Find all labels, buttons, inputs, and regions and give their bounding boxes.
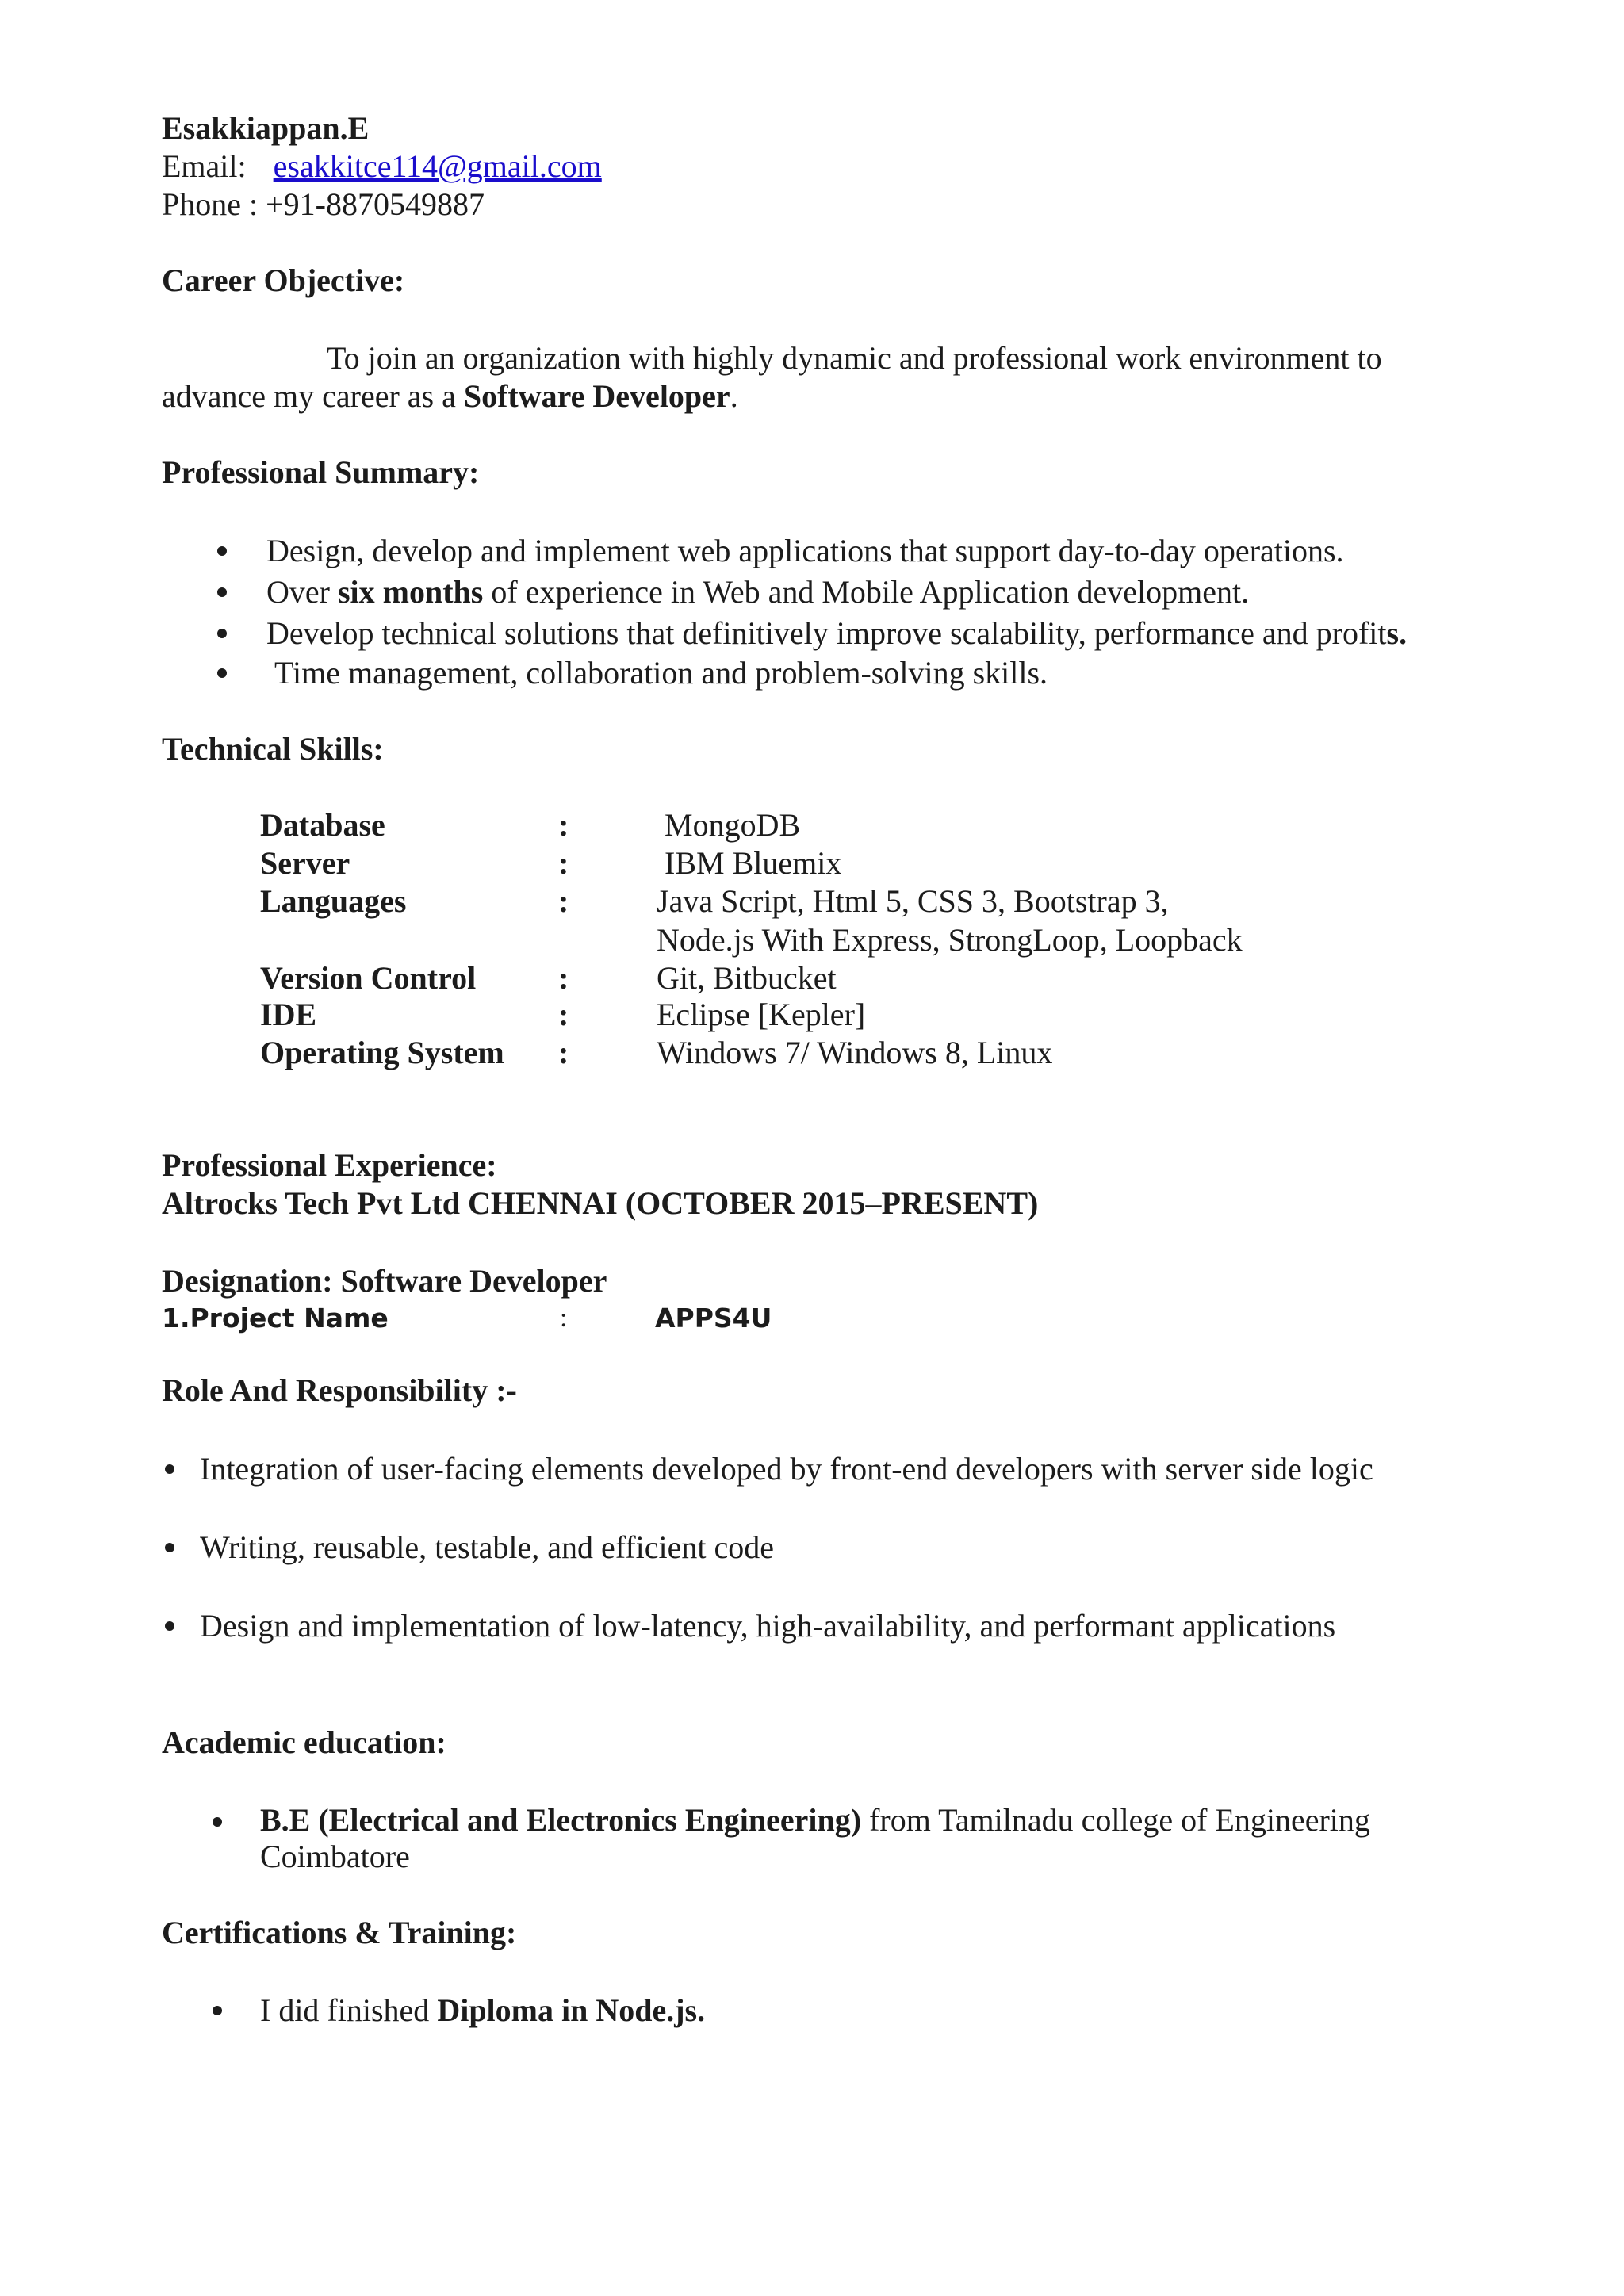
- skill-value: MongoDB: [665, 807, 801, 843]
- skill-value: Windows 7/ Windows 8, Linux: [657, 1035, 1053, 1070]
- skill-value: Java Script, Html 5, CSS 3, Bootstrap 3,: [657, 883, 1169, 919]
- career-objective-heading: Career Objective:: [162, 262, 405, 298]
- summary-item: Over six months of experience in Web and Mobile Application development.: [266, 574, 1250, 610]
- skill-separator: :: [558, 997, 569, 1032]
- responsibility-item: Design and implementation of low-latency, high-availability, and performant applications: [200, 1608, 1336, 1644]
- skill-separator: :: [558, 1035, 569, 1070]
- skill-label: Operating System: [260, 1035, 504, 1070]
- technical-skills-heading: Technical Skills:: [162, 731, 384, 767]
- skill-value: Node.js With Express, StrongLoop, Loopback: [657, 922, 1243, 958]
- experience-heading: Professional Experience:: [162, 1147, 497, 1183]
- skill-value: Eclipse [Kepler]: [657, 997, 866, 1032]
- education-location: Coimbatore: [260, 1839, 410, 1874]
- email-line: [162, 147, 602, 186]
- role-heading: Role And Responsibility :-: [162, 1372, 517, 1408]
- professional-summary-heading: Professional Summary:: [162, 454, 480, 490]
- project-name-label: 1.Project Name: [162, 1303, 389, 1334]
- company-line: Altrocks Tech Pvt Ltd CHENNAI (OCTOBER 2015–PRESENT): [162, 1185, 1039, 1221]
- email-link[interactable]: esakkitce114@gmail.com: [273, 148, 602, 184]
- email-label: Email:: [162, 148, 247, 184]
- bullet-icon: [217, 668, 227, 678]
- bullet-icon: [217, 587, 227, 597]
- candidate-name: Esakkiappan.E: [162, 110, 370, 146]
- skill-separator: :: [558, 883, 569, 919]
- bullet-icon: [213, 2006, 222, 2015]
- skill-label: IDE: [260, 997, 317, 1032]
- education-heading: Academic education:: [162, 1724, 446, 1760]
- bullet-icon: [165, 1464, 174, 1474]
- bullet-icon: [217, 546, 227, 556]
- skill-label: Languages: [260, 883, 407, 919]
- career-objective-line1: To join an organization with highly dynamic and professional work environment to: [327, 340, 1382, 376]
- skill-label: Server: [260, 845, 350, 881]
- education-item: [260, 1801, 1370, 1839]
- bullet-icon: [213, 1817, 222, 1827]
- skill-label: Database: [260, 807, 385, 843]
- objective-text: advance my career as a: [162, 378, 464, 414]
- project-name-value: APPS4U: [655, 1303, 772, 1334]
- skill-separator: :: [558, 960, 569, 996]
- bullet-icon: [217, 629, 227, 638]
- skill-value: Git, Bitbucket: [657, 960, 837, 996]
- bullet-icon: [165, 1621, 174, 1631]
- degree-institution: from Tamilnadu college of Engineering: [861, 1802, 1370, 1838]
- objective-role: Software Developer: [463, 378, 730, 414]
- degree-title: B.E (Electrical and Electronics Engineering): [260, 1802, 862, 1838]
- summary-item: Time management, collaboration and problem-solving skills.: [274, 655, 1048, 691]
- career-objective-line2: [162, 377, 738, 415]
- certification-item: I did finished Diploma in Node.js.: [260, 1992, 706, 2028]
- summary-item: Develop technical solutions that definitively improve scalability, performance and profits.: [266, 615, 1408, 651]
- certifications-heading: Certifications & Training:: [162, 1915, 517, 1950]
- responsibility-item: Writing, reusable, testable, and efficient code: [200, 1529, 775, 1565]
- bullet-icon: [165, 1543, 174, 1552]
- summary-item: Design, develop and implement web applications that support day-to-day operations.: [266, 533, 1344, 568]
- phone-line: Phone : +91-8870549887: [162, 186, 485, 222]
- skill-separator: :: [558, 807, 569, 843]
- responsibility-item: Integration of user-facing elements developed by front-end developers with server side logic: [200, 1451, 1373, 1487]
- designation-line: Designation: Software Developer: [162, 1263, 607, 1299]
- project-separator: :: [560, 1303, 568, 1333]
- skill-value: IBM Bluemix: [665, 845, 842, 881]
- skill-label: Version Control: [260, 960, 477, 996]
- objective-period: .: [730, 378, 738, 414]
- skill-separator: :: [558, 845, 569, 881]
